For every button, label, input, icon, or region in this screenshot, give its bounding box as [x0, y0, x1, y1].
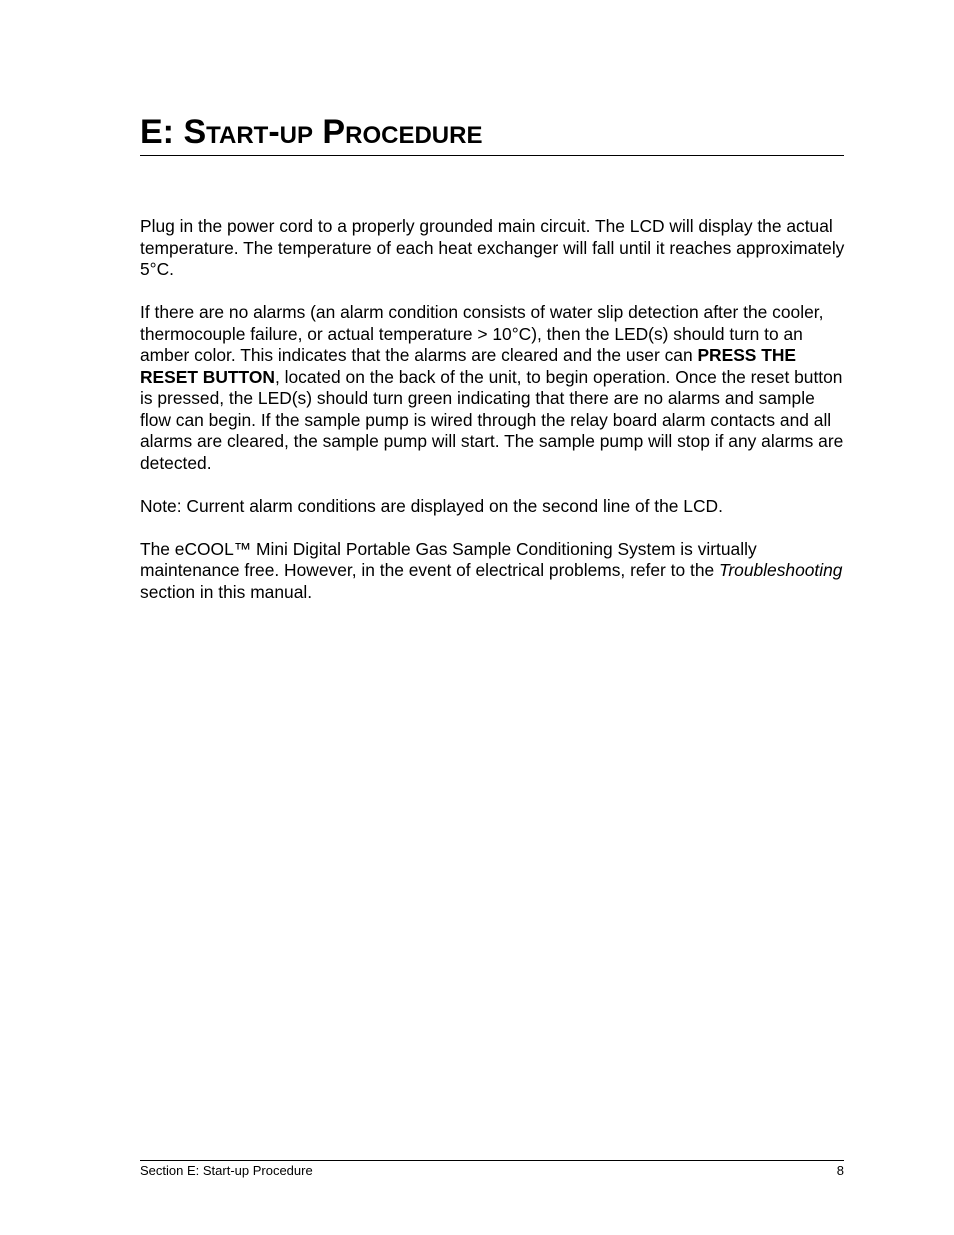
maintenance-text-end: section in this manual. — [140, 581, 313, 602]
footer-section-label: Section E: Start-up Procedure — [140, 1163, 313, 1178]
troubleshooting-reference: Troubleshooting — [719, 560, 843, 580]
paragraph-maintenance — [140, 539, 846, 604]
footer-page-number: 8 — [836, 1163, 844, 1178]
reset-button-instruction: PRESS THE RESET BUTTON — [140, 345, 797, 387]
alarms-text-end: , located on the back of the unit, to begin operation. Once the reset button is pressed, the LED(s) should turn green indicating that there are no alarms and sample flow can begin. If the sample pump is wired through the relay board alarm contacts and all alarms are cleared, the sample pump will start. The sample pump will stop if any alarms are detected. — [140, 366, 844, 473]
body-text — [140, 216, 846, 625]
page-footer — [140, 1160, 844, 1179]
page-title: E: Start-up Procedure — [140, 112, 844, 156]
maintenance-text-start: The eCOOL™ Mini Digital Portable Gas Sample Conditioning System is virtually maintenance free. However, in the event of electrical problems, refer to the — [140, 538, 757, 580]
paragraph-alarms — [140, 302, 846, 474]
paragraph-note: Note: Current alarm conditions are displayed on the second line of the LCD. — [140, 495, 723, 516]
alarms-text-start: If there are no alarms (an alarm condition consists of water slip detection after the cooler, thermocouple failure, or actual temperature > 10°C), then the LED(s) should turn to an amber color. This indicates that the alarms are cleared and the user can — [140, 302, 824, 365]
paragraph-power-on: Plug in the power cord to a properly grounded main circuit. The LCD will display the actual temperature. The temperature of each heat exchanger will fall until it reaches approximately 5°C. — [140, 216, 845, 279]
